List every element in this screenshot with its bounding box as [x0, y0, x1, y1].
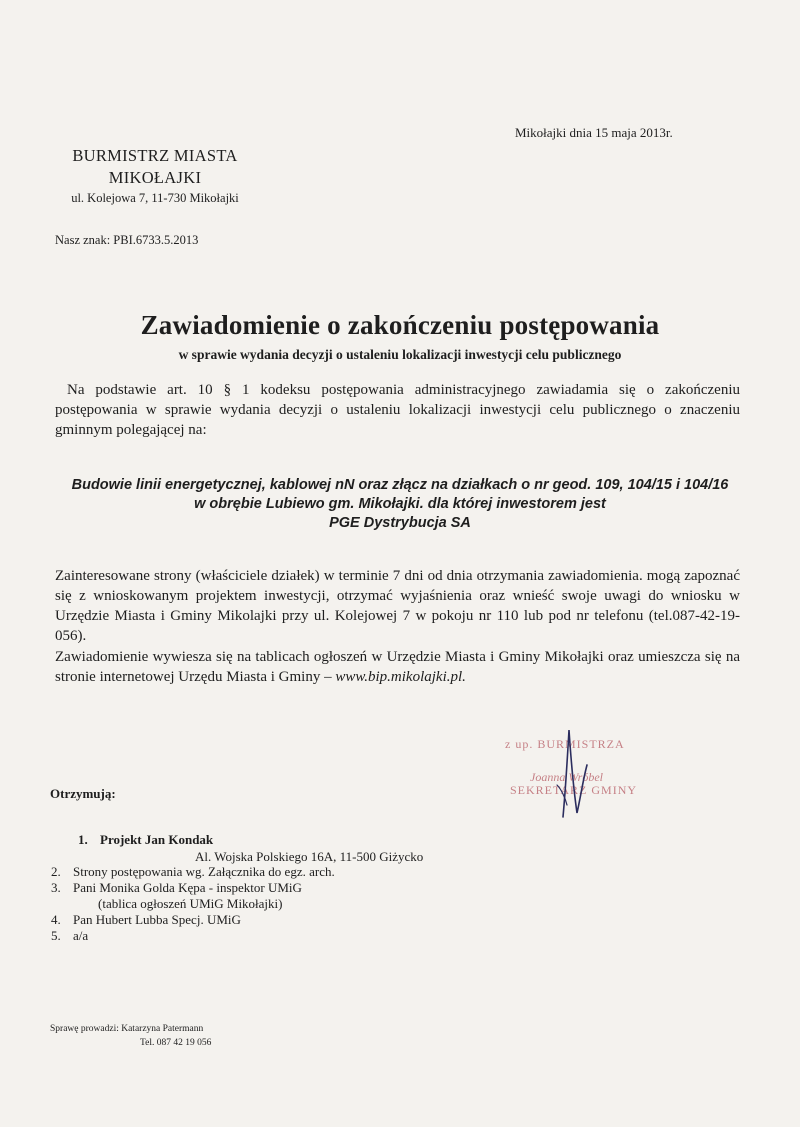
issuer-address: ul. Kolejowa 7, 11-730 Mikołajki — [71, 191, 239, 205]
handwritten-signature — [505, 725, 665, 825]
subject-line: PGE Dystrybucja SA — [329, 515, 471, 531]
signature-stamp — [505, 725, 665, 825]
document-date: Mikołajki dnia 15 maja 2013r. — [515, 125, 673, 140]
recipient-address: Al. Wojska Polskiego 16A, 11-500 Giżycko — [195, 849, 424, 864]
stamp-line: z up. BURMISTRZA — [505, 737, 625, 751]
subject-line: Budowie linii energetycznej, kablowej nN oraz złącz na działkach o nr geod. 109, 104/15 i 104/16 — [71, 477, 729, 493]
interested-parties-paragraph: Zainteresowane strony (właściciele działek) w terminie 7 dni od dnia otrzymania zawiadomienia. mogą zapoznać się z wnioskowanym projektem inwestycji, otrzymać wyjaśnienia oraz wnieść swoje uwagi do wniosku w Urzędzie Miasta i Gminy Mikolajki przy ul. Kolejowej 7 w pokoju nr 110 lub pod nr telefonu (tel.087-42-19-056). — [55, 568, 740, 644]
issuer-title: BURMISTRZ MIASTA — [72, 146, 238, 165]
document-title: Zawiadomienie o zakończeniu postępowania — [140, 310, 660, 340]
stamp-line: SEKRETARZ GMINY — [510, 783, 638, 797]
recipients-label: Otrzymują: — [50, 786, 116, 801]
subject-line: w obrębie Lubiewo gm. Mikołajki. dla której inwestorem jest — [194, 496, 606, 512]
document-subtitle: w sprawie wydania decyzji o ustaleniu lokalizacji inwestycji celu publicznego — [178, 347, 622, 362]
recipient-note: (tablica ogłoszeń UMiG Mikołajki) — [98, 896, 283, 911]
recipient-item: 3. Pani Monika Golda Kępa - inspektor UMiG — [51, 880, 302, 895]
issuer-city: MIKOŁAJKI — [108, 168, 202, 187]
recipient-item: 1. Projekt Jan Kondak — [78, 832, 214, 847]
posting-paragraph — [55, 647, 740, 687]
intro-paragraph: Na podstawie art. 10 § 1 kodeksu postępowania administracyjnego zawiadamia się o zakończeniu postępowania w sprawie wydania decyzji o ustaleniu lokalizacji inwestycji celu publicznego o znaczeniu gminnym polegającej na: — [55, 382, 740, 438]
recipient-item: 2. Strony postępowania wg. Załącznika do egz. arch. — [51, 864, 335, 879]
recipient-item: 4. Pan Hubert Lubba Specj. UMiG — [51, 912, 241, 927]
contact-phone: Tel. 087 42 19 056 — [140, 1038, 212, 1048]
prepared-by: Sprawę prowadzi: Katarzyna Patermann — [50, 1024, 204, 1034]
recipient-item: 5. a/a — [51, 928, 89, 943]
bip-link[interactable]: www.bip.mikolajki.pl. — [335, 669, 466, 685]
posting-text: Zawiadomienie wywiesza się na tablicach ogłoszeń w Urzędzie Miasta i Gminy Mikołajki oraz umieszcza się na stronie internetowej Urzędu Miasta i Gminy – — [55, 649, 740, 685]
stamp-line: Joanna Wróbel — [530, 770, 603, 784]
reference-number: Nasz znak: PBI.6733.5.2013 — [55, 233, 199, 247]
